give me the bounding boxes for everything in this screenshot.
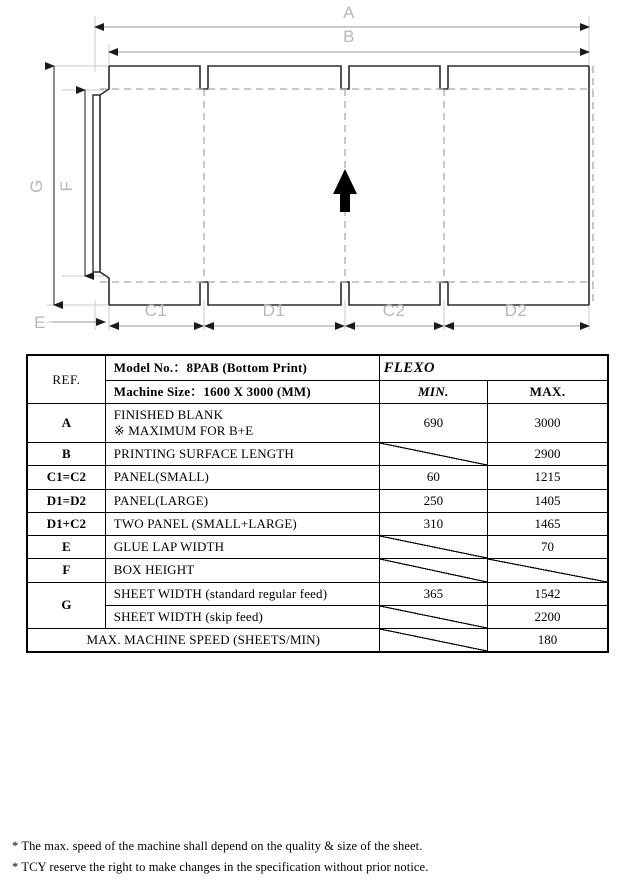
max-header-cell	[488, 381, 608, 404]
blank-layout-diagram	[0, 0, 638, 348]
row-desc-cell	[105, 582, 379, 605]
row-ref-label: A	[61, 415, 72, 431]
row-min-value: 60	[426, 469, 440, 485]
dimension-e-label: E	[34, 313, 46, 332]
row-ref-label: D1+C2	[46, 515, 86, 531]
row-min-cell	[379, 559, 487, 582]
row-max-cell	[488, 466, 608, 489]
table-row	[27, 582, 608, 605]
row-max-value: 2900	[534, 446, 561, 462]
row-desc-cell	[105, 404, 379, 443]
row-ref-label: B	[62, 446, 71, 462]
table-row	[27, 489, 608, 512]
row-max-cell	[488, 605, 608, 628]
row-max-cell	[488, 489, 608, 512]
row-desc-line1: PANEL(LARGE)	[113, 492, 209, 508]
row-min-value: 310	[423, 515, 444, 531]
row-ref-cell	[27, 536, 105, 559]
row-min-cell	[379, 605, 487, 628]
dimension-e	[34, 313, 105, 332]
row-min-cell	[379, 582, 487, 605]
dimension-c2-label: C2	[382, 301, 406, 320]
row-ref-label: C1=C2	[46, 469, 86, 485]
row-desc-line2: ※ MAXIMUM FOR B+E	[113, 423, 254, 439]
ref-header-label: REF.	[52, 371, 81, 387]
row-min-cell	[379, 466, 487, 489]
machine-size-label: Machine Size：1600 X 3000 (MM)	[113, 384, 311, 400]
row-min-cell	[379, 443, 487, 466]
row-desc-cell	[105, 443, 379, 466]
table-row	[27, 404, 608, 443]
row-ref-cell	[27, 466, 105, 489]
dimension-a	[95, 3, 589, 27]
row-desc-line1: BOX HEIGHT	[113, 562, 195, 578]
row-max-value: 1542	[534, 585, 561, 601]
row-ref-label: D1=D2	[46, 492, 86, 508]
table-row	[27, 559, 608, 582]
table-row	[27, 443, 608, 466]
row-max-cell	[488, 512, 608, 535]
row-desc-cell	[105, 489, 379, 512]
row-max-value: 1465	[534, 515, 561, 531]
row-min-value: 250	[423, 492, 444, 508]
footnote-speed-disclaimer: * The max. speed of the machine shall depend on the quality & size of the sheet.	[12, 839, 423, 853]
row-max-value: 70	[541, 539, 555, 555]
process-header-cell	[379, 355, 608, 381]
row-min-cell	[379, 404, 487, 443]
row-desc-line1: TWO PANEL (SMALL+LARGE)	[113, 515, 297, 531]
row-desc-line1: SHEET WIDTH (skip feed)	[113, 608, 263, 624]
min-header-cell	[379, 381, 487, 404]
row-desc-line1: PANEL(SMALL)	[113, 469, 209, 485]
row-max-value: 1215	[534, 469, 561, 485]
row-ref-cell	[27, 559, 105, 582]
row-desc-cell	[105, 512, 379, 535]
machine-speed-max-value: 180	[537, 632, 558, 648]
row-desc-line1: GLUE LAP WIDTH	[113, 539, 225, 555]
row-min-value	[380, 567, 487, 573]
row-desc-line1: SHEET WIDTH (standard regular feed)	[113, 585, 328, 601]
row-min-cell	[379, 489, 487, 512]
row-min-value	[380, 614, 487, 620]
dimension-g	[27, 66, 54, 305]
dimension-a-label: A	[343, 3, 355, 22]
row-max-value	[488, 567, 607, 573]
row-max-value: 1405	[534, 492, 561, 508]
row-min-value: 690	[423, 415, 444, 431]
row-desc-cell	[105, 559, 379, 582]
table-row-machine-speed	[27, 629, 608, 653]
machine-size-cell	[105, 381, 379, 404]
table-row	[27, 466, 608, 489]
row-ref-label: G	[61, 597, 72, 613]
row-desc-cell	[105, 605, 379, 628]
table-row	[27, 536, 608, 559]
row-min-value	[380, 451, 487, 457]
row-max-value: 3000	[534, 415, 561, 431]
diagram-canvas	[0, 0, 638, 348]
row-desc-line1: PRINTING SURFACE LENGTH	[113, 446, 294, 462]
row-min-cell	[379, 512, 487, 535]
specification-table-container	[26, 354, 609, 653]
row-desc-cell	[105, 466, 379, 489]
dimension-d1-label: D1	[262, 301, 286, 320]
row-ref-label: E	[62, 539, 71, 555]
footnote-revision-disclaimer: * TCY reserve the right to make changes in the specification without prior notice.	[12, 859, 429, 874]
min-header-label: MIN.	[417, 384, 449, 400]
feed-direction-arrow	[333, 169, 357, 212]
dimension-f-label: F	[57, 180, 76, 192]
row-max-value: 2200	[534, 608, 561, 624]
table-row	[27, 605, 608, 628]
dimension-c1-label: C1	[144, 301, 168, 320]
ref-header-cell	[27, 355, 105, 404]
table-header-row-2	[27, 381, 608, 404]
dimension-d2-label: D2	[504, 301, 528, 320]
row-desc-cell	[105, 536, 379, 559]
witness-lines	[47, 16, 589, 330]
specification-table	[26, 354, 609, 653]
dimension-f	[57, 90, 85, 276]
row-max-cell	[488, 559, 608, 582]
machine-speed-desc-cell	[27, 629, 379, 653]
footnotes-block	[12, 836, 626, 877]
dimension-g-label: G	[27, 179, 46, 193]
row-ref-cell	[27, 443, 105, 466]
row-max-cell	[488, 443, 608, 466]
row-min-cell	[379, 536, 487, 559]
row-min-value: 365	[423, 585, 444, 601]
machine-speed-label: MAX. MACHINE SPEED (SHEETS/MIN)	[86, 632, 321, 648]
table-header-row-1	[27, 355, 608, 381]
row-ref-label: F	[62, 562, 71, 578]
model-no-label: Model No.：8PAB (Bottom Print)	[113, 359, 308, 375]
row-ref-cell	[27, 512, 105, 535]
row-ref-cell	[27, 489, 105, 512]
model-no-cell	[105, 355, 379, 381]
row-desc-line1: FINISHED BLANK	[113, 407, 224, 423]
process-label: FLEXO	[383, 360, 436, 376]
table-row	[27, 512, 608, 535]
machine-speed-min-cell	[379, 629, 487, 653]
max-header-label: MAX.	[529, 384, 566, 400]
row-max-cell	[488, 582, 608, 605]
row-min-value	[380, 544, 487, 550]
dimension-b-label: B	[343, 27, 355, 46]
machine-speed-max-cell	[488, 629, 608, 653]
row-max-cell	[488, 536, 608, 559]
row-ref-cell	[27, 582, 105, 629]
dimension-b	[109, 27, 589, 52]
row-ref-cell	[27, 404, 105, 443]
row-max-cell	[488, 404, 608, 443]
machine-speed-min-value	[380, 637, 487, 643]
